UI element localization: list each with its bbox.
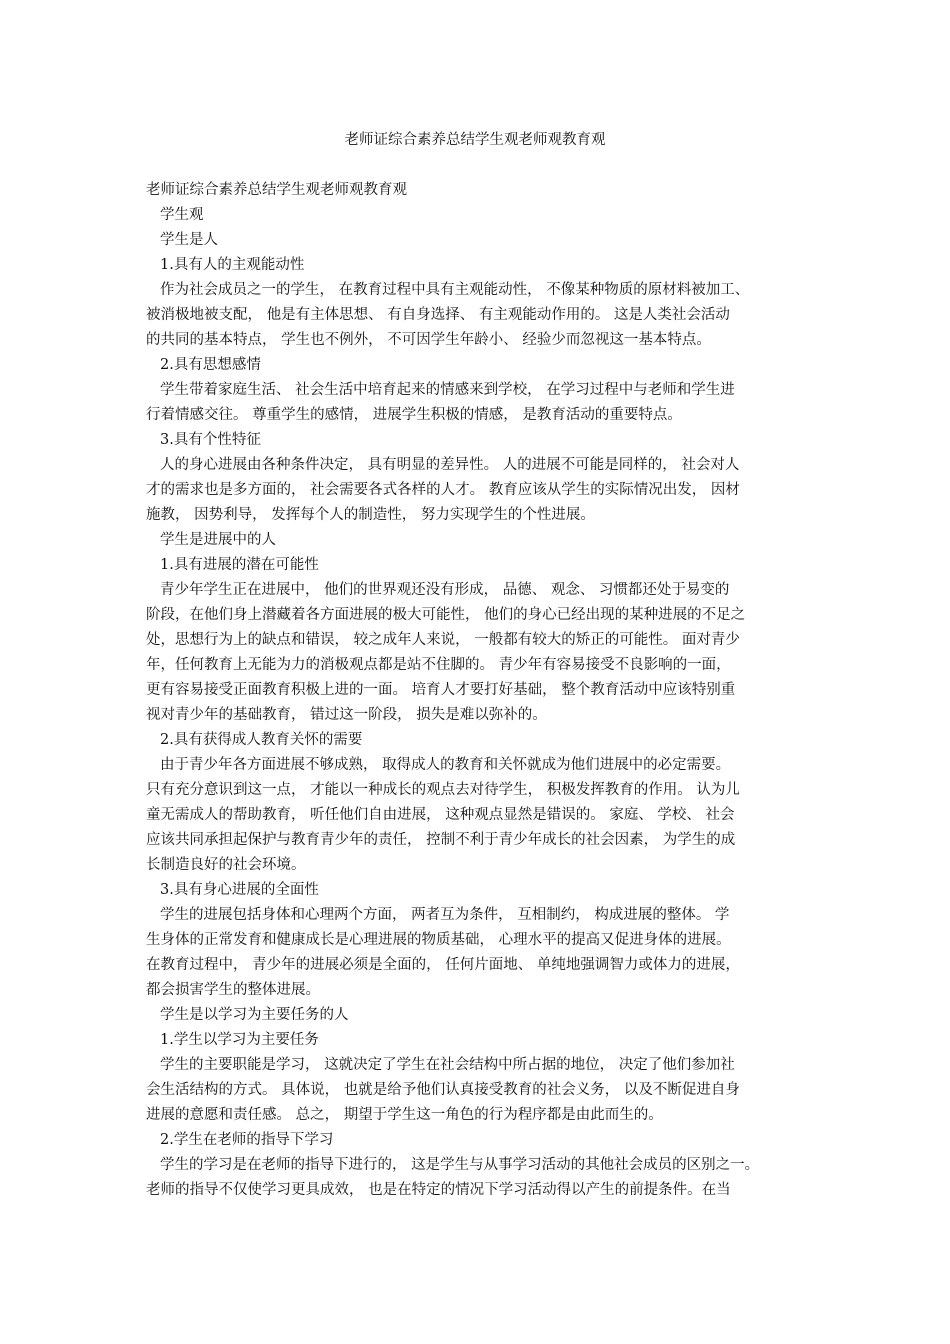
text-line: 青少年学生正在进展中， 他们的世界观还没有形成， 品德、 观念、 习惯都还处于易变的: [160, 582, 730, 598]
text-line: 老师的指导不仅使学习更具成效， 也是在特定的情况下学习活动得以产生的前提条件。在当: [146, 1182, 731, 1198]
text-line: 学生是进展中的人: [160, 532, 276, 548]
text-line: 老师证综合素养总结学生观老师观教育观: [146, 182, 407, 198]
text-line: 施教， 因势利导， 发挥每个人的制造性， 努力实现学生的个性进展。: [146, 507, 595, 523]
text-line: 年，任何教育上无能为力的消极观点都是站不住脚的。 青少年有容易接受不良影响的一面，: [146, 657, 731, 673]
text-line: 学生的进展包括身体和心理两个方面， 两者互为条件， 互相制约， 构成进展的整体。 学: [160, 907, 730, 923]
text-line: 才的需求也是多方面的， 社会需要各式各样的人才。 教育应该从学生的实际情况出发， 因材: [146, 482, 740, 498]
text-line: 应该共同承担起保护与教育青少年的责任， 控制不利于青少年成长的社会因素， 为学生的成: [146, 832, 736, 848]
text-line: 2.具有获得成人教育关怀的需要: [160, 732, 363, 748]
text-line: 学生带着家庭生活、 社会生活中培育起来的情感来到学校， 在学习过程中与老师和学生进: [160, 382, 735, 398]
text-line: 学生是以学习为主要任务的人: [160, 1007, 349, 1023]
text-line: 1.具有进展的潜在可能性: [160, 557, 319, 573]
text-line: 处，思想行为上的缺点和错误， 较之成年人来说， 一般都有较大的矫正的可能性。 面对青少: [146, 632, 740, 648]
text-line: 更有容易接受正面教育积极上进的一面。 培育人才要打好基础， 整个教育活动中应该特别重: [146, 682, 736, 698]
text-line: 都会损害学生的整体进展。: [146, 982, 320, 998]
text-line: 学生观: [160, 207, 204, 223]
text-line: 2.具有思想感情: [160, 357, 261, 373]
text-line: 学生是人: [160, 232, 218, 248]
text-line: 阶段，在他们身上潜藏着各方面进展的极大可能性， 他们的身心已经出现的某种进展的不足之: [146, 607, 746, 623]
document-body: [146, 178, 836, 1203]
text-line: 学生的主要职能是学习， 这就决定了学生在社会结构中所占据的地位， 决定了他们参加社: [160, 1057, 735, 1073]
text-line: 1.具有人的主观能动性: [160, 257, 305, 273]
text-line: 作为社会成员之一的学生， 在教育过程中具有主观能动性， 不像某种物质的原材料被加工、: [160, 282, 750, 298]
text-line: 行着情感交往。 尊重学生的感情， 进展学生积极的情感， 是教育活动的重要特点。: [146, 407, 682, 423]
text-line: 被消极地被支配， 他是有主体思想、 有自身选择、 有主观能动作用的。 这是人类社会活动: [146, 307, 730, 323]
text-line: 生身体的正常发育和健康成长是心理进展的物质基础， 心理水平的提高又促进身体的进展。: [146, 932, 731, 948]
text-line: 人的身心进展由各种条件决定， 具有明显的差异性。 人的进展不可能是同样的， 社会对人: [160, 457, 740, 473]
text-line: 由于青少年各方面进展不够成熟， 取得成人的教育和关怀就成为他们进展中的必定需要。: [160, 757, 731, 773]
text-line: 长制造良好的社会环境。: [146, 857, 306, 873]
text-line: 只有充分意识到这一点， 才能以一种成长的观点去对待学生， 积极发挥教育的作用。 认为儿: [146, 782, 740, 798]
text-line: 1.学生以学习为主要任务: [160, 1032, 319, 1048]
text-line: 会生活结构的方式。 具体说， 也就是给予他们认真接受教育的社会义务， 以及不断促进自身: [146, 1082, 740, 1098]
text-line: 2.学生在老师的指导下学习: [160, 1132, 334, 1148]
text-line: 3.具有个性特征: [160, 432, 261, 448]
text-line: 在教育过程中， 青少年的进展必须是全面的， 任何片面地、 单纯地强调智力或体力的进展，: [146, 957, 740, 973]
document-title: 老师证综合素养总结学生观老师观教育观: [344, 132, 606, 148]
text-line: 学生的学习是在老师的指导下进行的， 这是学生与从事学习活动的其他社会成员的区别之一。: [160, 1157, 760, 1173]
text-line: 3.具有身心进展的全面性: [160, 882, 319, 898]
text-line: 的共同的基本特点， 学生也不例外， 不可因学生年龄小、 经验少而忽视这一基本特点。: [146, 332, 711, 348]
text-line: 进展的意愿和责任感。 总之， 期望于学生这一角色的行为程序都是由此而生的。: [146, 1107, 663, 1123]
text-line: 视对青少年的基础教育， 错过这一阶段， 损失是难以弥补的。: [146, 707, 547, 723]
text-line: 童无需成人的帮助教育， 听任他们自由进展， 这种观点显然是错误的。 家庭、 学校、 社会: [146, 807, 735, 823]
